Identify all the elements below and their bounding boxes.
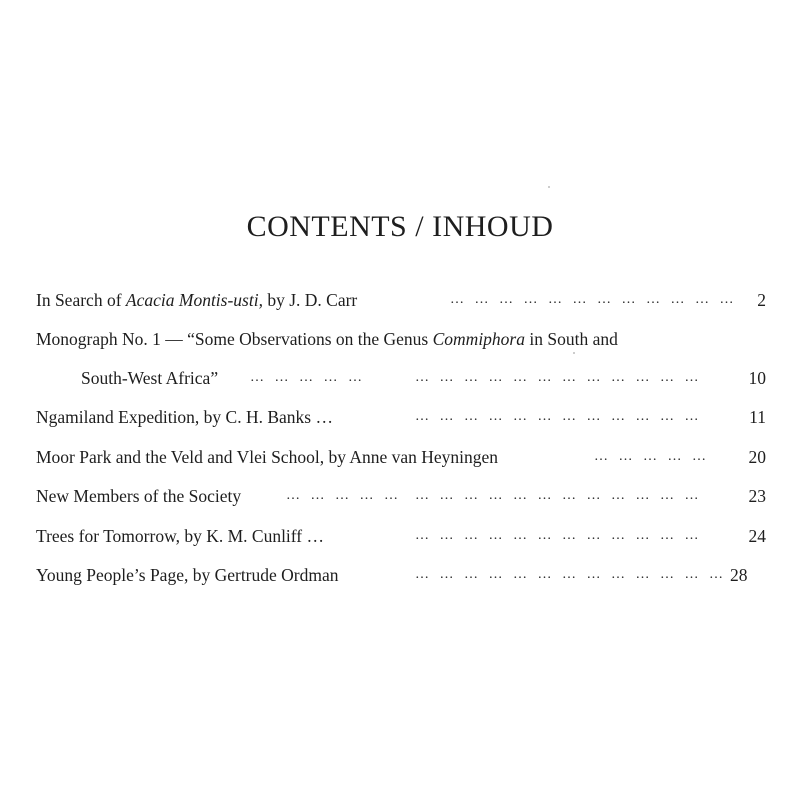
page-number: 10 (748, 368, 766, 388)
toc-title-author: by J. D. Carr (262, 290, 358, 310)
page-number: 28 (730, 565, 748, 585)
toc-title-text: Moor Park and the Veld and Vlei School, by Anne van Heyningen (36, 447, 499, 467)
toc-title-text: Trees for Tomorrow, by K. M. Cunliff … (36, 526, 325, 546)
toc-entry (0, 563, 800, 587)
dot-leader: … … … … … … … … … … … … (415, 488, 702, 503)
toc-title-text: New Members of the Society (36, 486, 242, 506)
paper-speck (573, 352, 575, 354)
dot-leader: … … … … … … … … … … … … (450, 292, 737, 307)
toc-entry (0, 445, 800, 469)
toc-title-text: Ngamiland Expedition, by C. H. Banks … (36, 407, 333, 427)
page-number: 24 (748, 526, 766, 546)
page-number: 2 (757, 290, 766, 310)
toc-title-text: Monograph No. 1 — “Some Observations on the Genus (36, 329, 433, 349)
toc-entry (0, 524, 800, 548)
page-number: 20 (748, 447, 766, 467)
toc-entry (0, 405, 800, 429)
toc-title-text-end: in South and (525, 329, 618, 349)
toc-title-text: Young People’s Page, by Gertrude Ordman (36, 565, 339, 585)
toc-entry (0, 288, 800, 312)
toc-title-text: In Search of (36, 290, 126, 310)
toc-entry-title (36, 327, 618, 351)
toc-entry-title (36, 288, 357, 312)
toc-entry-continuation (0, 366, 800, 390)
dot-leader: … … … … … … … … … … … … … (415, 567, 727, 582)
toc-entry (0, 484, 800, 508)
toc-entry (0, 327, 800, 351)
dot-leader: … … … … … … … … … … … … (415, 409, 702, 424)
dot-leader: … … … … … (286, 488, 402, 503)
page-number: 23 (748, 486, 766, 506)
dot-leader: … … … … … (250, 370, 366, 385)
paper-speck (548, 186, 550, 188)
page-number: 11 (749, 407, 766, 427)
page-title: CONTENTS / INHOUD (246, 210, 554, 243)
toc-title-italic: Acacia Montis-usti, (125, 290, 263, 310)
dot-leader: … … … … … … … … … … … … (415, 528, 702, 543)
toc-title-italic: Commiphora (432, 329, 525, 349)
toc-title-text: South-West Africa” (81, 368, 219, 388)
dot-leader: … … … … … (594, 449, 710, 464)
dot-leader: … … … … … … … … … … … … (415, 370, 702, 385)
